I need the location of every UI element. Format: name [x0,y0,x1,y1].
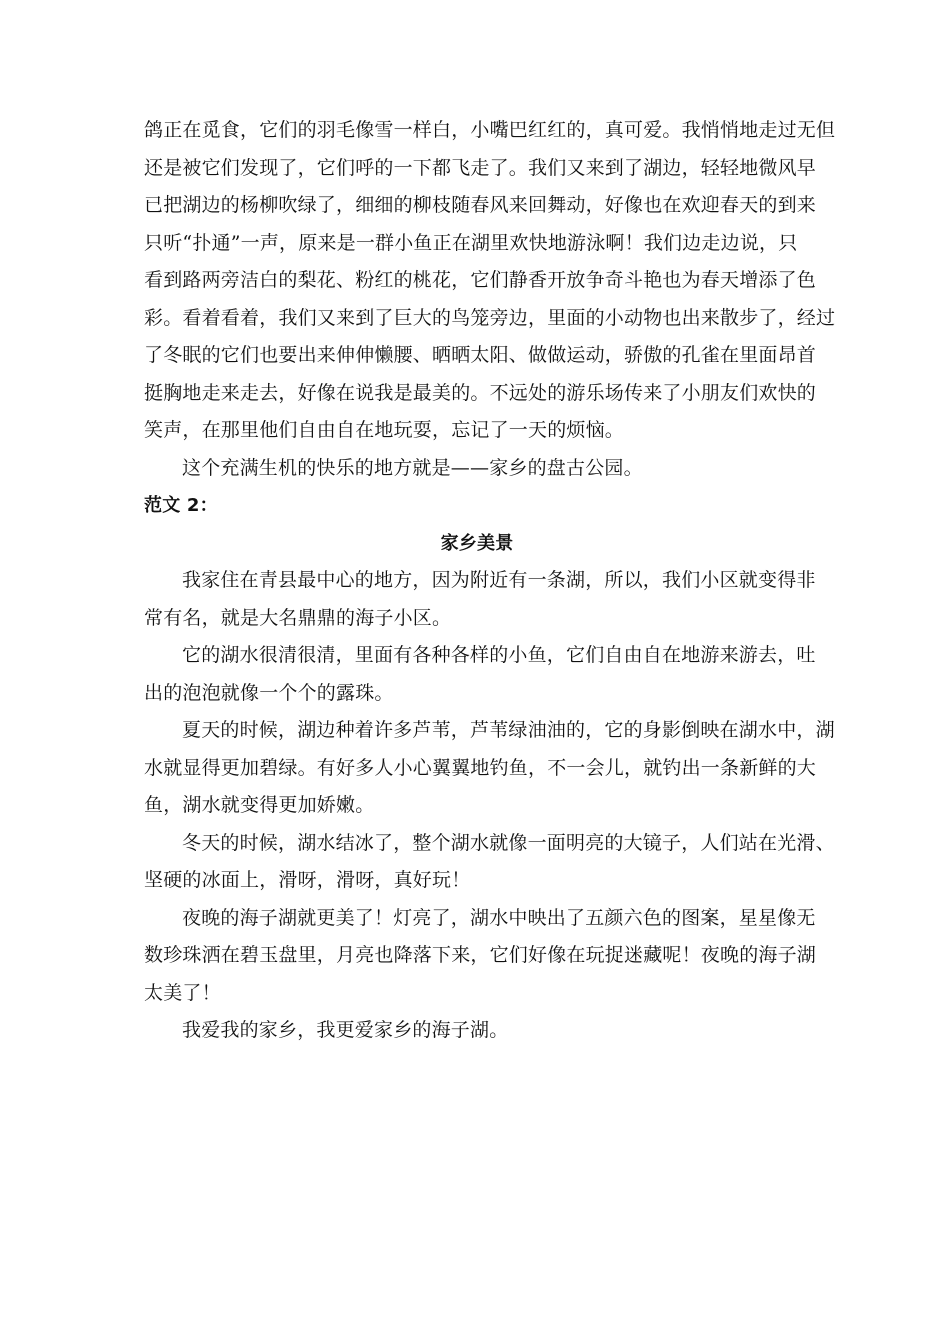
essay-1-line: 看到路两旁洁白的梨花、粉红的桃花，它们静香开放争奇斗艳也为春天增添了色 [144,269,817,291]
paragraph-line: 它的湖水很清很清，里面有各种各样的小鱼，它们自由自在地游来游去，吐 [182,644,816,666]
essay-1-line: 还是被它们发现了，它们呼的一下都飞走了。我们又来到了湖边，轻轻地微风早 [144,156,817,179]
essay-1-line: 挺胸地走来走去，好像在说我是最美的。不远处的游乐场传来了小朋友们欢快的 [144,381,817,404]
essay-1-line: 鸽正在觅食，它们的羽毛像雪一样白，小嘴巴红红的，真可爱。我悄悄地走过无但 [144,119,836,141]
paragraph [144,825,835,900]
paragraph-line: 数珍珠洒在碧玉盘里，月亮也降落下来，它们好像在玩捉迷藏呢！夜晚的海子湖 [144,944,817,966]
essay-2-title: 家乡美景 [440,532,514,554]
paragraph-line: 我爱我的家乡，我更爱家乡的海子湖。 [182,1019,509,1041]
paragraph [144,1012,810,1050]
paragraph [144,900,817,1013]
paragraph-line: 出的泡泡就像一个个的露珠。 [144,681,394,704]
essay-1-line: 了冬眠的它们也要出来伸伸懒腰、晒晒太阳、做做运动，骄傲的孔雀在里面昂首 [144,344,817,366]
essay-1-continuation [144,112,836,487]
paragraph [144,637,816,712]
paragraph-line: 冬天的时候，湖水结冰了，整个湖水就像一面明亮的大镜子，人们站在光滑、 [182,831,835,854]
document-body [144,112,836,1050]
paragraph-line: 夜晚的海子湖就更美了！灯亮了，湖水中映出了五颜六色的图案，星星像无 [182,906,816,929]
essay-1-line: 已把湖边的杨柳吹绿了，细细的柳枝随春风来回舞动，好像也在欢迎春天的到来 [144,194,817,216]
essay-1-line: 彩。看着看着，我们又来到了巨大的鸟笼旁边，里面的小动物也出来散步了，经过 [144,306,836,329]
essay-2-label: 范文 2： [144,495,218,516]
paragraph-line: 坚硬的冰面上，滑呀，滑呀，真好玩！ [144,869,471,891]
paragraph-line: 我家住在青县最中心的地方，因为附近有一条湖，所以，我们小区就变得非 [182,569,816,591]
paragraph-line: 太美了！ [144,981,221,1004]
paragraph [144,712,835,825]
essay-1-closing: 这个充满生机的快乐的地方就是——家乡的盘古公园。 [182,456,643,479]
paragraph-line: 夏天的时候，湖边种着许多芦苇，芦苇绿油油的，它的身影倒映在湖水中，湖 [182,719,835,741]
essay-1-line: 只听“扑通”一声，原来是一群小鱼正在湖里欢快地游泳啊！我们边走边说，只 [144,231,798,254]
paragraph-line: 水就显得更加碧绿。有好多人小心翼翼地钓鱼，不一会儿，就钓出一条新鲜的大 [144,756,817,779]
paragraph-line: 常有名，就是大名鼎鼎的海子小区。 [144,606,452,629]
essay-2-body [144,562,835,1050]
paragraph-line: 鱼，湖水就变得更加娇嫩。 [144,794,375,816]
essay-1-line: 笑声，在那里他们自由自在地玩耍，忘记了一天的烦恼。 [144,419,625,441]
paragraph [144,562,816,637]
